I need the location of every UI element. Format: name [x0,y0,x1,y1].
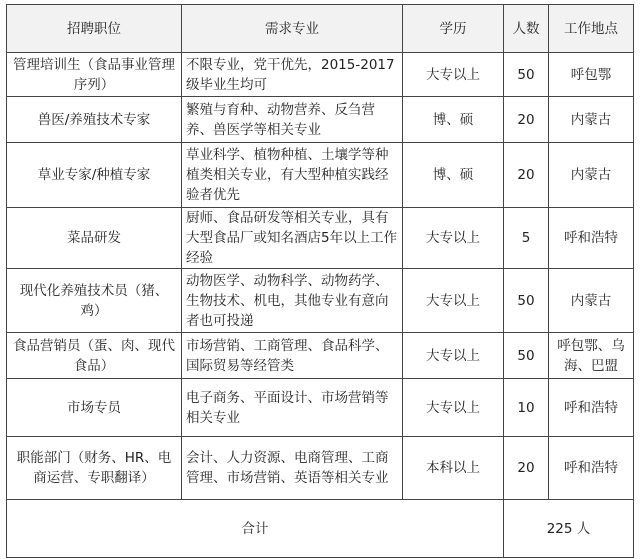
location-cell: 呼包鄂 [549,53,634,97]
table-row [7,53,634,97]
education-cell: 大专以上 [403,269,504,333]
location-cell: 内蒙古 [549,97,634,143]
total-label: 合计 [7,500,504,558]
header-location: 工作地点 [549,5,634,53]
education-cell: 大专以上 [403,208,504,269]
header-row [7,5,634,53]
count-cell: 20 [504,143,549,208]
count-cell: 50 [504,333,549,379]
location-cell: 内蒙古 [549,143,634,208]
count-cell: 10 [504,379,549,437]
location-cell: 呼和浩特 [549,208,634,269]
table-row [7,269,634,333]
major-cell: 不限专业，党干优先，2015-2017级毕业生均可 [182,53,403,97]
count-cell: 50 [504,53,549,97]
position-cell: 兽医/养殖技术专家 [7,97,182,143]
total-value: 225 人 [504,500,634,558]
position-cell: 管理培训生（食品事业管理序列） [7,53,182,97]
location-cell: 呼包鄂、乌海、巴盟 [549,333,634,379]
table-row [7,437,634,500]
position-cell: 草业专家/种植专家 [7,143,182,208]
major-cell: 厨师、食品研发等相关专业，具有大型食品厂或知名酒店5年以上工作经验 [182,208,403,269]
table-row [7,379,634,437]
education-cell: 大专以上 [403,53,504,97]
location-cell: 呼和浩特 [549,437,634,500]
education-cell: 大专以上 [403,333,504,379]
position-cell: 菜品研发 [7,208,182,269]
major-cell: 草业科学、植物种植、土壤学等种植类相关专业，有大型种植实践经验者优先 [182,143,403,208]
table-row [7,143,634,208]
major-cell: 市场营销、工商管理、食品科学、国际贸易等经管类 [182,333,403,379]
education-cell: 博、硕 [403,143,504,208]
total-row [7,500,634,558]
position-cell: 现代化养殖技术员（猪、鸡） [7,269,182,333]
major-cell: 动物医学、动物科学、动物药学、生物技术、机电，其他专业有意向者也可投递 [182,269,403,333]
count-cell: 50 [504,269,549,333]
location-cell: 呼和浩特 [549,379,634,437]
table-row [7,333,634,379]
position-cell: 职能部门（财务、HR、电商运营、专职翻译） [7,437,182,500]
header-education: 学历 [403,5,504,53]
major-cell: 会计、人力资源、电商管理、工商管理、市场营销、英语等相关专业 [182,437,403,500]
header-major: 需求专业 [182,5,403,53]
header-count: 人数 [504,5,549,53]
table-row [7,97,634,143]
position-cell: 市场专员 [7,379,182,437]
education-cell: 博、硕 [403,97,504,143]
position-cell: 食品营销员（蛋、肉、现代食品） [7,333,182,379]
education-cell: 大专以上 [403,379,504,437]
major-cell: 繁殖与育种、动物营养、反刍营养、兽医学等相关专业 [182,97,403,143]
major-cell: 电子商务、平面设计、市场营销等相关专业 [182,379,403,437]
count-cell: 20 [504,97,549,143]
count-cell: 5 [504,208,549,269]
count-cell: 20 [504,437,549,500]
recruitment-table [6,4,634,558]
table-row [7,208,634,269]
education-cell: 本科以上 [403,437,504,500]
header-position: 招聘职位 [7,5,182,53]
location-cell: 内蒙古 [549,269,634,333]
